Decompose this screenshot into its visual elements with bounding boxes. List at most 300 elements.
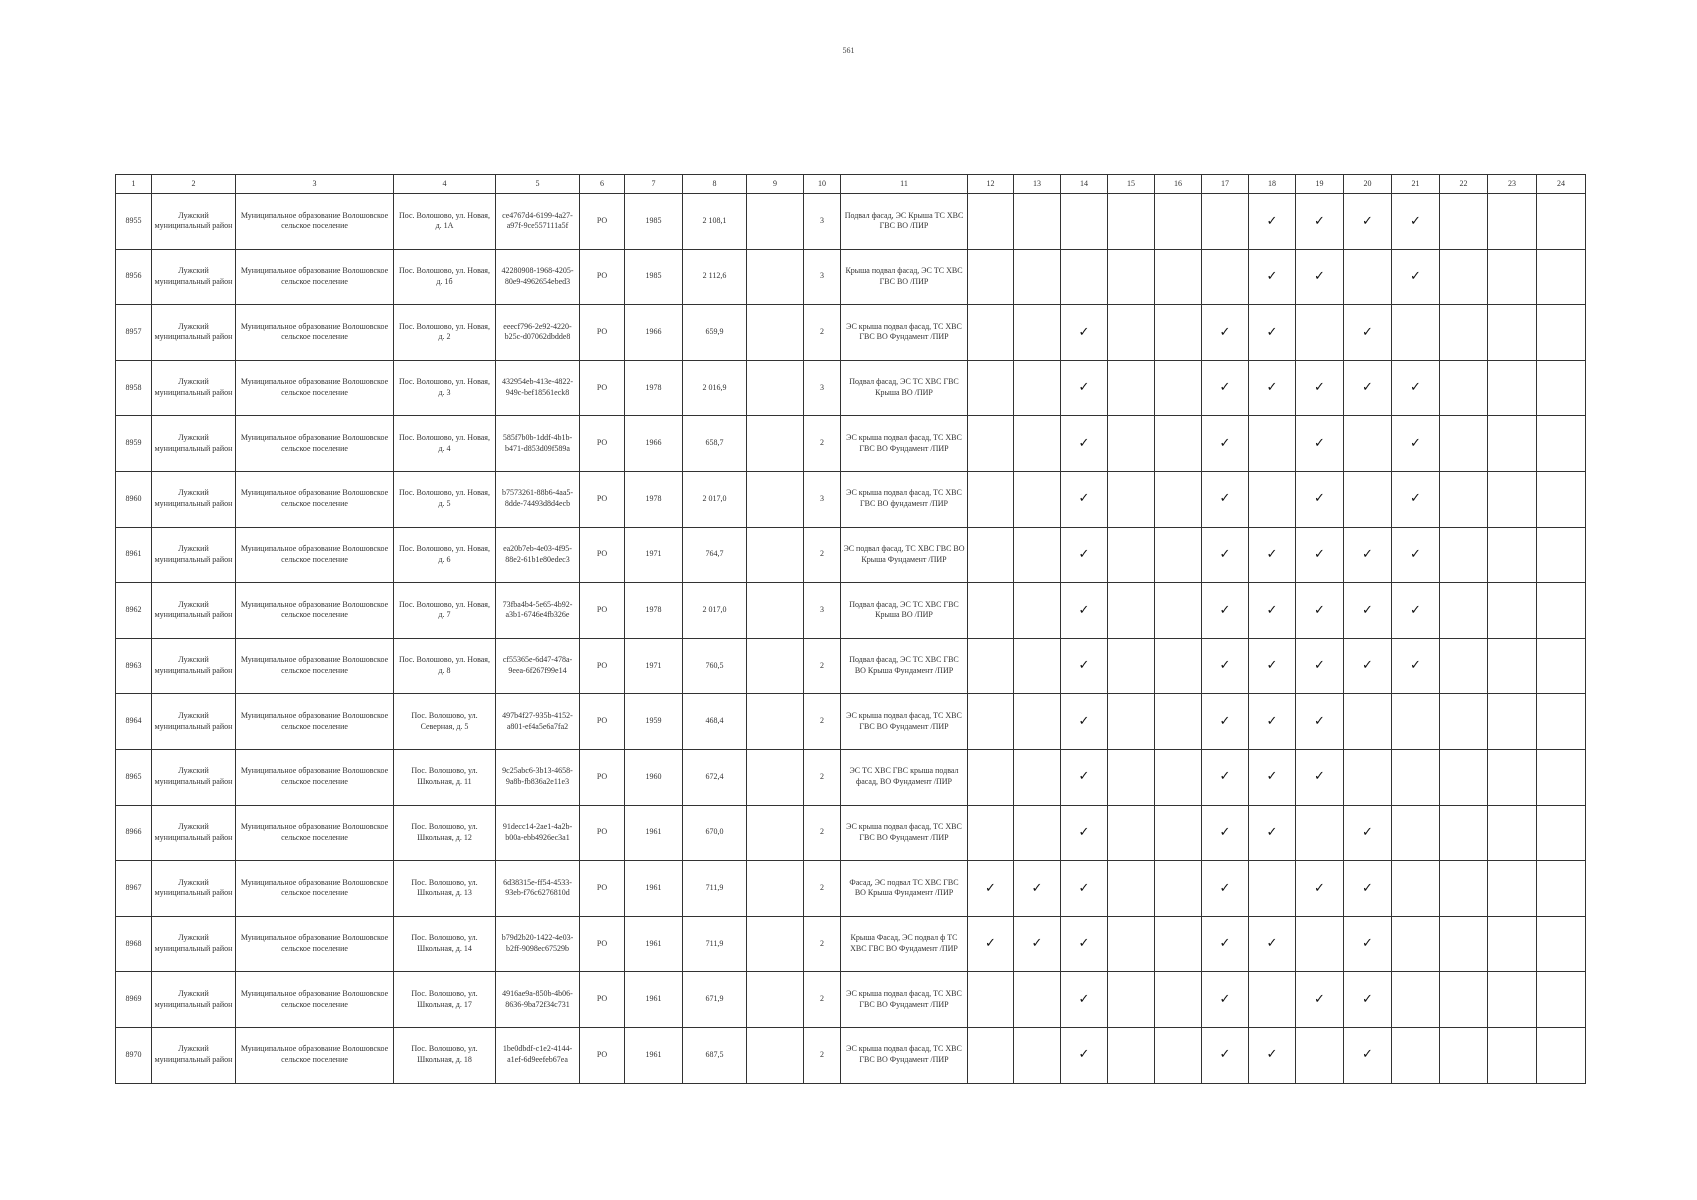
row-number-cell: 8966 xyxy=(116,805,152,861)
check-mark-icon: ✓ xyxy=(1362,547,1373,563)
check-mark-icon: ✓ xyxy=(1362,658,1373,674)
work-column-12-cell xyxy=(968,972,1014,1028)
check-mark-icon: ✓ xyxy=(1362,1047,1373,1063)
work-column-21-cell xyxy=(1392,1027,1440,1083)
check-mark-icon: ✓ xyxy=(1362,825,1373,841)
works-list-cell: ЭС крыша подвал фасад, ТС ХВС ГВС ВО Фундамент /ПИР xyxy=(841,972,968,1028)
work-column-13-cell xyxy=(1014,1027,1061,1083)
work-column-21-cell xyxy=(1392,916,1440,972)
row-number-cell: 8956 xyxy=(116,249,152,305)
work-column-20-cell xyxy=(1344,249,1392,305)
work-column-22-cell xyxy=(1440,972,1488,1028)
check-mark-icon: ✓ xyxy=(1078,324,1090,340)
building-code-cell: 1be0dbdf-c1e2-4144-a1ef-6d9eefeb67ea xyxy=(496,1027,580,1083)
work-column-16-cell xyxy=(1155,694,1202,750)
work-column-19-cell xyxy=(1296,1027,1344,1083)
check-mark-icon: ✓ xyxy=(1219,713,1231,729)
column-9-value-cell xyxy=(747,360,804,416)
work-column-24-cell xyxy=(1537,749,1586,805)
build-year-cell: 1961 xyxy=(625,972,683,1028)
build-year-cell: 1959 xyxy=(625,694,683,750)
work-column-17-cell xyxy=(1202,305,1249,361)
work-column-21-cell xyxy=(1392,527,1440,583)
build-year-cell: 1966 xyxy=(625,305,683,361)
work-column-22-cell xyxy=(1440,194,1488,250)
work-column-18-cell xyxy=(1249,583,1296,639)
work-column-16-cell xyxy=(1155,360,1202,416)
build-year-cell: 1978 xyxy=(625,471,683,527)
work-column-12-cell xyxy=(968,249,1014,305)
works-list-cell: ЭС крыша подвал фасад, ТС ХВС ГВС ВО Фундамент /ПИР xyxy=(841,1027,968,1083)
column-number-header: 18 xyxy=(1249,175,1296,194)
check-mark-icon: ✓ xyxy=(1314,602,1325,618)
work-column-23-cell xyxy=(1488,416,1537,472)
building-code-cell: ea20b7eb-4e03-4f95-88e2-61b1e80edec3 xyxy=(496,527,580,583)
work-column-15-cell xyxy=(1108,638,1155,694)
check-mark-icon: ✓ xyxy=(1078,602,1090,618)
work-column-20-cell xyxy=(1344,360,1392,416)
build-year-cell: 1978 xyxy=(625,360,683,416)
building-code-cell: b7573261-88b6-4aa5-8dde-74493d8d4ecb xyxy=(496,471,580,527)
work-column-19-cell xyxy=(1296,749,1344,805)
work-column-21-cell xyxy=(1392,194,1440,250)
column-9-value-cell xyxy=(747,194,804,250)
work-column-21-cell xyxy=(1392,416,1440,472)
work-column-17-cell xyxy=(1202,638,1249,694)
work-column-20-cell xyxy=(1344,638,1392,694)
check-mark-icon: ✓ xyxy=(1266,936,1278,952)
column-9-value-cell xyxy=(747,416,804,472)
work-column-16-cell xyxy=(1155,471,1202,527)
municipality-name-cell: Муниципальное образование Волошовское сельское поселение xyxy=(236,1027,394,1083)
work-column-21-cell xyxy=(1392,249,1440,305)
municipality-name-cell: Муниципальное образование Волошовское сельское поселение xyxy=(236,305,394,361)
work-column-24-cell xyxy=(1537,916,1586,972)
work-column-20-cell xyxy=(1344,805,1392,861)
address-cell: Пос. Волошово, ул. Школьная, д. 13 xyxy=(394,861,496,917)
check-mark-icon: ✓ xyxy=(1219,936,1231,952)
work-column-14-cell xyxy=(1061,249,1108,305)
work-column-17-cell xyxy=(1202,416,1249,472)
floor-count-cell: 2 xyxy=(804,694,841,750)
work-column-14-cell xyxy=(1061,638,1108,694)
work-column-17-cell xyxy=(1202,972,1249,1028)
column-9-value-cell xyxy=(747,916,804,972)
work-column-13-cell xyxy=(1014,694,1061,750)
work-column-12-cell xyxy=(968,638,1014,694)
floor-count-cell: 2 xyxy=(804,305,841,361)
total-area-cell: 2 016,9 xyxy=(683,360,747,416)
table-row xyxy=(116,471,1586,527)
check-mark-icon: ✓ xyxy=(1266,769,1278,785)
work-column-21-cell xyxy=(1392,861,1440,917)
work-column-14-cell xyxy=(1061,527,1108,583)
check-mark-icon: ✓ xyxy=(1266,713,1278,729)
build-year-cell: 1971 xyxy=(625,638,683,694)
work-column-22-cell xyxy=(1440,749,1488,805)
work-column-24-cell xyxy=(1537,527,1586,583)
table-row xyxy=(116,527,1586,583)
work-column-21-cell xyxy=(1392,805,1440,861)
work-column-13-cell xyxy=(1014,861,1061,917)
work-column-15-cell xyxy=(1108,416,1155,472)
check-mark-icon: ✓ xyxy=(1031,936,1043,952)
column-9-value-cell xyxy=(747,249,804,305)
work-column-17-cell xyxy=(1202,694,1249,750)
work-column-23-cell xyxy=(1488,305,1537,361)
works-list-cell: ЭС ТС ХВС ГВС крыша подвал фасад, ВО Фундамент /ПИР xyxy=(841,749,968,805)
works-list-cell: Подвал фасад, ЭС Крыша ТС ХВС ГВС ВО /ПИР xyxy=(841,194,968,250)
table-row xyxy=(116,360,1586,416)
district-name-cell: Лужский муниципальный район xyxy=(152,249,236,305)
work-column-12-cell xyxy=(968,305,1014,361)
building-code-cell: b79d2b20-1422-4e03-b2ff-9098ec67529b xyxy=(496,916,580,972)
work-column-18-cell xyxy=(1249,305,1296,361)
check-mark-icon: ✓ xyxy=(1266,658,1278,674)
build-year-cell: 1961 xyxy=(625,916,683,972)
check-mark-icon: ✓ xyxy=(1078,658,1090,674)
address-cell: Пос. Волошово, ул. Школьная, д. 18 xyxy=(394,1027,496,1083)
table-row xyxy=(116,194,1586,250)
floor-count-cell: 2 xyxy=(804,805,841,861)
building-code-cell: 497b4f27-935b-4152-a801-ef4a5e6a7fa2 xyxy=(496,694,580,750)
check-mark-icon: ✓ xyxy=(1078,825,1090,841)
work-column-24-cell xyxy=(1537,194,1586,250)
work-column-12-cell xyxy=(968,805,1014,861)
building-code-cell: 9c25abc6-3b13-4658-9a8b-fb836a2e11e3 xyxy=(496,749,580,805)
works-list-cell: ЭС крыша подвал фасад, ТС ХВС ГВС ВО Фундамент /ПИР xyxy=(841,305,968,361)
check-mark-icon: ✓ xyxy=(1314,769,1325,785)
row-number-cell: 8963 xyxy=(116,638,152,694)
floor-count-cell: 3 xyxy=(804,249,841,305)
check-mark-icon: ✓ xyxy=(1266,825,1278,841)
column-9-value-cell xyxy=(747,694,804,750)
work-column-18-cell xyxy=(1249,805,1296,861)
work-column-22-cell xyxy=(1440,638,1488,694)
work-column-19-cell xyxy=(1296,305,1344,361)
work-column-16-cell xyxy=(1155,527,1202,583)
municipality-name-cell: Муниципальное образование Волошовское сельское поселение xyxy=(236,194,394,250)
work-column-12-cell xyxy=(968,916,1014,972)
check-mark-icon: ✓ xyxy=(1362,602,1373,618)
total-area-cell: 760,5 xyxy=(683,638,747,694)
work-column-18-cell xyxy=(1249,360,1296,416)
work-column-14-cell xyxy=(1061,305,1108,361)
work-column-14-cell xyxy=(1061,805,1108,861)
total-area-cell: 658,7 xyxy=(683,416,747,472)
work-column-16-cell xyxy=(1155,805,1202,861)
check-mark-icon: ✓ xyxy=(1219,324,1231,340)
ownership-type-cell: РО xyxy=(580,583,625,639)
work-column-13-cell xyxy=(1014,583,1061,639)
floor-count-cell: 2 xyxy=(804,749,841,805)
municipality-name-cell: Муниципальное образование Волошовское сельское поселение xyxy=(236,749,394,805)
address-cell: Пос. Волошово, ул. Новая, д. 1А xyxy=(394,194,496,250)
work-column-22-cell xyxy=(1440,583,1488,639)
column-9-value-cell xyxy=(747,583,804,639)
ownership-type-cell: РО xyxy=(580,916,625,972)
district-name-cell: Лужский муниципальный район xyxy=(152,527,236,583)
work-column-24-cell xyxy=(1537,861,1586,917)
table-body xyxy=(116,175,1586,1084)
address-cell: Пос. Волошово, ул. Северная, д. 5 xyxy=(394,694,496,750)
work-column-13-cell xyxy=(1014,527,1061,583)
check-mark-icon: ✓ xyxy=(1362,213,1373,229)
work-column-22-cell xyxy=(1440,861,1488,917)
address-cell: Пос. Волошово, ул. Школьная, д. 17 xyxy=(394,972,496,1028)
row-number-cell: 8968 xyxy=(116,916,152,972)
work-column-16-cell xyxy=(1155,749,1202,805)
work-column-13-cell xyxy=(1014,916,1061,972)
work-column-19-cell xyxy=(1296,916,1344,972)
work-column-17-cell xyxy=(1202,1027,1249,1083)
work-column-12-cell xyxy=(968,360,1014,416)
work-column-15-cell xyxy=(1108,583,1155,639)
district-name-cell: Лужский муниципальный район xyxy=(152,861,236,917)
column-number-header: 17 xyxy=(1202,175,1249,194)
work-column-15-cell xyxy=(1108,305,1155,361)
column-9-value-cell xyxy=(747,527,804,583)
total-area-cell: 672,4 xyxy=(683,749,747,805)
check-mark-icon: ✓ xyxy=(1362,991,1373,1007)
row-number-cell: 8970 xyxy=(116,1027,152,1083)
column-number-header: 5 xyxy=(496,175,580,194)
work-column-20-cell xyxy=(1344,527,1392,583)
municipality-name-cell: Муниципальное образование Волошовское сельское поселение xyxy=(236,694,394,750)
building-code-cell: 4916ae9a-850b-4b06-8636-9ba72f34c731 xyxy=(496,972,580,1028)
building-code-cell: 6d38315e-ff54-4533-93eb-f76c6276810d xyxy=(496,861,580,917)
works-list-cell: ЭС крыша подвал фасад, ТС ХВС ГВС ВО Фундамент /ПИР xyxy=(841,805,968,861)
total-area-cell: 468,4 xyxy=(683,694,747,750)
work-column-19-cell xyxy=(1296,194,1344,250)
work-column-16-cell xyxy=(1155,305,1202,361)
work-column-18-cell xyxy=(1249,527,1296,583)
work-column-18-cell xyxy=(1249,972,1296,1028)
work-column-14-cell xyxy=(1061,360,1108,416)
address-cell: Пос. Волошово, ул. Новая, д. 2 xyxy=(394,305,496,361)
floor-count-cell: 2 xyxy=(804,916,841,972)
ownership-type-cell: РО xyxy=(580,805,625,861)
work-column-21-cell xyxy=(1392,972,1440,1028)
check-mark-icon: ✓ xyxy=(1219,380,1231,396)
work-column-15-cell xyxy=(1108,694,1155,750)
works-list-cell: Подвал фасад, ЭС ТС ХВС ГВС Крыша ВО /ПИР xyxy=(841,583,968,639)
work-column-23-cell xyxy=(1488,249,1537,305)
work-column-18-cell xyxy=(1249,916,1296,972)
column-9-value-cell xyxy=(747,1027,804,1083)
check-mark-icon: ✓ xyxy=(1410,380,1421,396)
floor-count-cell: 2 xyxy=(804,416,841,472)
work-column-23-cell xyxy=(1488,1027,1537,1083)
address-cell: Пос. Волошово, ул. Новая, д. 5 xyxy=(394,471,496,527)
work-column-20-cell xyxy=(1344,194,1392,250)
district-name-cell: Лужский муниципальный район xyxy=(152,416,236,472)
ownership-type-cell: РО xyxy=(580,638,625,694)
ownership-type-cell: РО xyxy=(580,527,625,583)
column-number-header: 12 xyxy=(968,175,1014,194)
work-column-19-cell xyxy=(1296,471,1344,527)
work-column-15-cell xyxy=(1108,249,1155,305)
district-name-cell: Лужский муниципальный район xyxy=(152,972,236,1028)
check-mark-icon: ✓ xyxy=(1078,435,1090,451)
work-column-24-cell xyxy=(1537,583,1586,639)
work-column-20-cell xyxy=(1344,1027,1392,1083)
check-mark-icon: ✓ xyxy=(1314,380,1325,396)
work-column-15-cell xyxy=(1108,471,1155,527)
work-column-17-cell xyxy=(1202,194,1249,250)
address-cell: Пос. Волошово, ул. Новая, д. 4 xyxy=(394,416,496,472)
ownership-type-cell: РО xyxy=(580,305,625,361)
floor-count-cell: 2 xyxy=(804,861,841,917)
address-cell: Пос. Волошово, ул. Новая, д. 1б xyxy=(394,249,496,305)
check-mark-icon: ✓ xyxy=(1266,269,1278,285)
works-list-cell: ЭС крыша подвал фасад, ТС ХВС ГВС ВО Фундамент /ПИР xyxy=(841,694,968,750)
column-9-value-cell xyxy=(747,638,804,694)
check-mark-icon: ✓ xyxy=(1410,602,1421,618)
row-number-cell: 8969 xyxy=(116,972,152,1028)
works-list-cell: ЭС крыша подвал фасад, ТС ХВС ГВС ВО фундамент /ПИР xyxy=(841,471,968,527)
table-row xyxy=(116,916,1586,972)
work-column-23-cell xyxy=(1488,471,1537,527)
work-column-13-cell xyxy=(1014,416,1061,472)
work-column-15-cell xyxy=(1108,916,1155,972)
work-column-21-cell xyxy=(1392,694,1440,750)
work-column-13-cell xyxy=(1014,194,1061,250)
work-column-13-cell xyxy=(1014,972,1061,1028)
column-number-header: 19 xyxy=(1296,175,1344,194)
total-area-cell: 711,9 xyxy=(683,916,747,972)
work-column-15-cell xyxy=(1108,527,1155,583)
municipality-name-cell: Муниципальное образование Волошовское сельское поселение xyxy=(236,416,394,472)
work-column-16-cell xyxy=(1155,583,1202,639)
district-name-cell: Лужский муниципальный район xyxy=(152,694,236,750)
work-column-15-cell xyxy=(1108,360,1155,416)
work-column-14-cell xyxy=(1061,861,1108,917)
work-column-17-cell xyxy=(1202,861,1249,917)
check-mark-icon: ✓ xyxy=(1314,547,1325,563)
municipality-name-cell: Муниципальное образование Волошовское сельское поселение xyxy=(236,249,394,305)
ownership-type-cell: РО xyxy=(580,694,625,750)
table-row xyxy=(116,583,1586,639)
works-list-cell: ЭС подвал фасад, ТС ХВС ГВС ВО Крыша Фундамент /ПИР xyxy=(841,527,968,583)
work-column-17-cell xyxy=(1202,249,1249,305)
district-name-cell: Лужский муниципальный район xyxy=(152,638,236,694)
column-number-row xyxy=(116,175,1586,194)
check-mark-icon: ✓ xyxy=(1362,380,1373,396)
work-column-16-cell xyxy=(1155,249,1202,305)
ownership-type-cell: РО xyxy=(580,194,625,250)
row-number-cell: 8959 xyxy=(116,416,152,472)
housing-registry-table xyxy=(115,174,1586,1084)
address-cell: Пос. Волошово, ул. Новая, д. 3 xyxy=(394,360,496,416)
column-number-header: 4 xyxy=(394,175,496,194)
work-column-22-cell xyxy=(1440,1027,1488,1083)
work-column-17-cell xyxy=(1202,749,1249,805)
work-column-23-cell xyxy=(1488,805,1537,861)
work-column-18-cell xyxy=(1249,694,1296,750)
building-code-cell: 91decc14-2ae1-4a2b-b00a-ebb4926ec3a1 xyxy=(496,805,580,861)
check-mark-icon: ✓ xyxy=(1410,547,1421,563)
district-name-cell: Лужский муниципальный район xyxy=(152,749,236,805)
works-list-cell: Крыша подвал фасад, ЭС ТС ХВС ГВС ВО /ПИР xyxy=(841,249,968,305)
check-mark-icon: ✓ xyxy=(1078,491,1090,507)
check-mark-icon: ✓ xyxy=(1219,491,1231,507)
building-code-cell: 585f7b0b-1ddf-4b1b-b471-d853d09f589a xyxy=(496,416,580,472)
work-column-24-cell xyxy=(1537,249,1586,305)
column-9-value-cell xyxy=(747,972,804,1028)
ownership-type-cell: РО xyxy=(580,972,625,1028)
total-area-cell: 2 017,0 xyxy=(683,583,747,639)
column-number-header: 10 xyxy=(804,175,841,194)
work-column-12-cell xyxy=(968,416,1014,472)
column-number-header: 3 xyxy=(236,175,394,194)
building-code-cell: cf55365e-6d47-478a-9eea-6f267f99e14 xyxy=(496,638,580,694)
floor-count-cell: 3 xyxy=(804,583,841,639)
column-number-header: 21 xyxy=(1392,175,1440,194)
row-number-cell: 8965 xyxy=(116,749,152,805)
check-mark-icon: ✓ xyxy=(1078,880,1090,896)
check-mark-icon: ✓ xyxy=(1219,602,1231,618)
district-name-cell: Лужский муниципальный район xyxy=(152,1027,236,1083)
build-year-cell: 1985 xyxy=(625,194,683,250)
work-column-22-cell xyxy=(1440,805,1488,861)
column-9-value-cell xyxy=(747,471,804,527)
column-number-header: 15 xyxy=(1108,175,1155,194)
district-name-cell: Лужский муниципальный район xyxy=(152,471,236,527)
work-column-16-cell xyxy=(1155,416,1202,472)
table-row xyxy=(116,416,1586,472)
work-column-18-cell xyxy=(1249,861,1296,917)
work-column-15-cell xyxy=(1108,749,1155,805)
building-code-cell: 73fba4b4-5e65-4b92-a3b1-6746e4fb326e xyxy=(496,583,580,639)
check-mark-icon: ✓ xyxy=(1314,713,1325,729)
build-year-cell: 1961 xyxy=(625,1027,683,1083)
check-mark-icon: ✓ xyxy=(1078,936,1090,952)
table-row xyxy=(116,305,1586,361)
address-cell: Пос. Волошово, ул. Школьная, д. 11 xyxy=(394,749,496,805)
work-column-16-cell xyxy=(1155,972,1202,1028)
row-number-cell: 8961 xyxy=(116,527,152,583)
municipality-name-cell: Муниципальное образование Волошовское сельское поселение xyxy=(236,527,394,583)
work-column-23-cell xyxy=(1488,527,1537,583)
check-mark-icon: ✓ xyxy=(1219,769,1231,785)
work-column-14-cell xyxy=(1061,583,1108,639)
column-number-header: 9 xyxy=(747,175,804,194)
column-number-header: 1 xyxy=(116,175,152,194)
floor-count-cell: 2 xyxy=(804,638,841,694)
work-column-14-cell xyxy=(1061,1027,1108,1083)
work-column-24-cell xyxy=(1537,694,1586,750)
check-mark-icon: ✓ xyxy=(1219,435,1231,451)
total-area-cell: 687,5 xyxy=(683,1027,747,1083)
check-mark-icon: ✓ xyxy=(1314,435,1325,451)
work-column-24-cell xyxy=(1537,360,1586,416)
work-column-24-cell xyxy=(1537,972,1586,1028)
check-mark-icon: ✓ xyxy=(1362,324,1373,340)
work-column-23-cell xyxy=(1488,861,1537,917)
work-column-18-cell xyxy=(1249,638,1296,694)
check-mark-icon: ✓ xyxy=(1314,269,1325,285)
build-year-cell: 1961 xyxy=(625,805,683,861)
check-mark-icon: ✓ xyxy=(985,936,996,952)
check-mark-icon: ✓ xyxy=(1362,880,1373,896)
column-number-header: 8 xyxy=(683,175,747,194)
works-list-cell: ЭС крыша подвал фасад, ТС ХВС ГВС ВО Фундамент /ПИР xyxy=(841,416,968,472)
check-mark-icon: ✓ xyxy=(1219,547,1231,563)
floor-count-cell: 2 xyxy=(804,1027,841,1083)
build-year-cell: 1960 xyxy=(625,749,683,805)
column-9-value-cell xyxy=(747,861,804,917)
